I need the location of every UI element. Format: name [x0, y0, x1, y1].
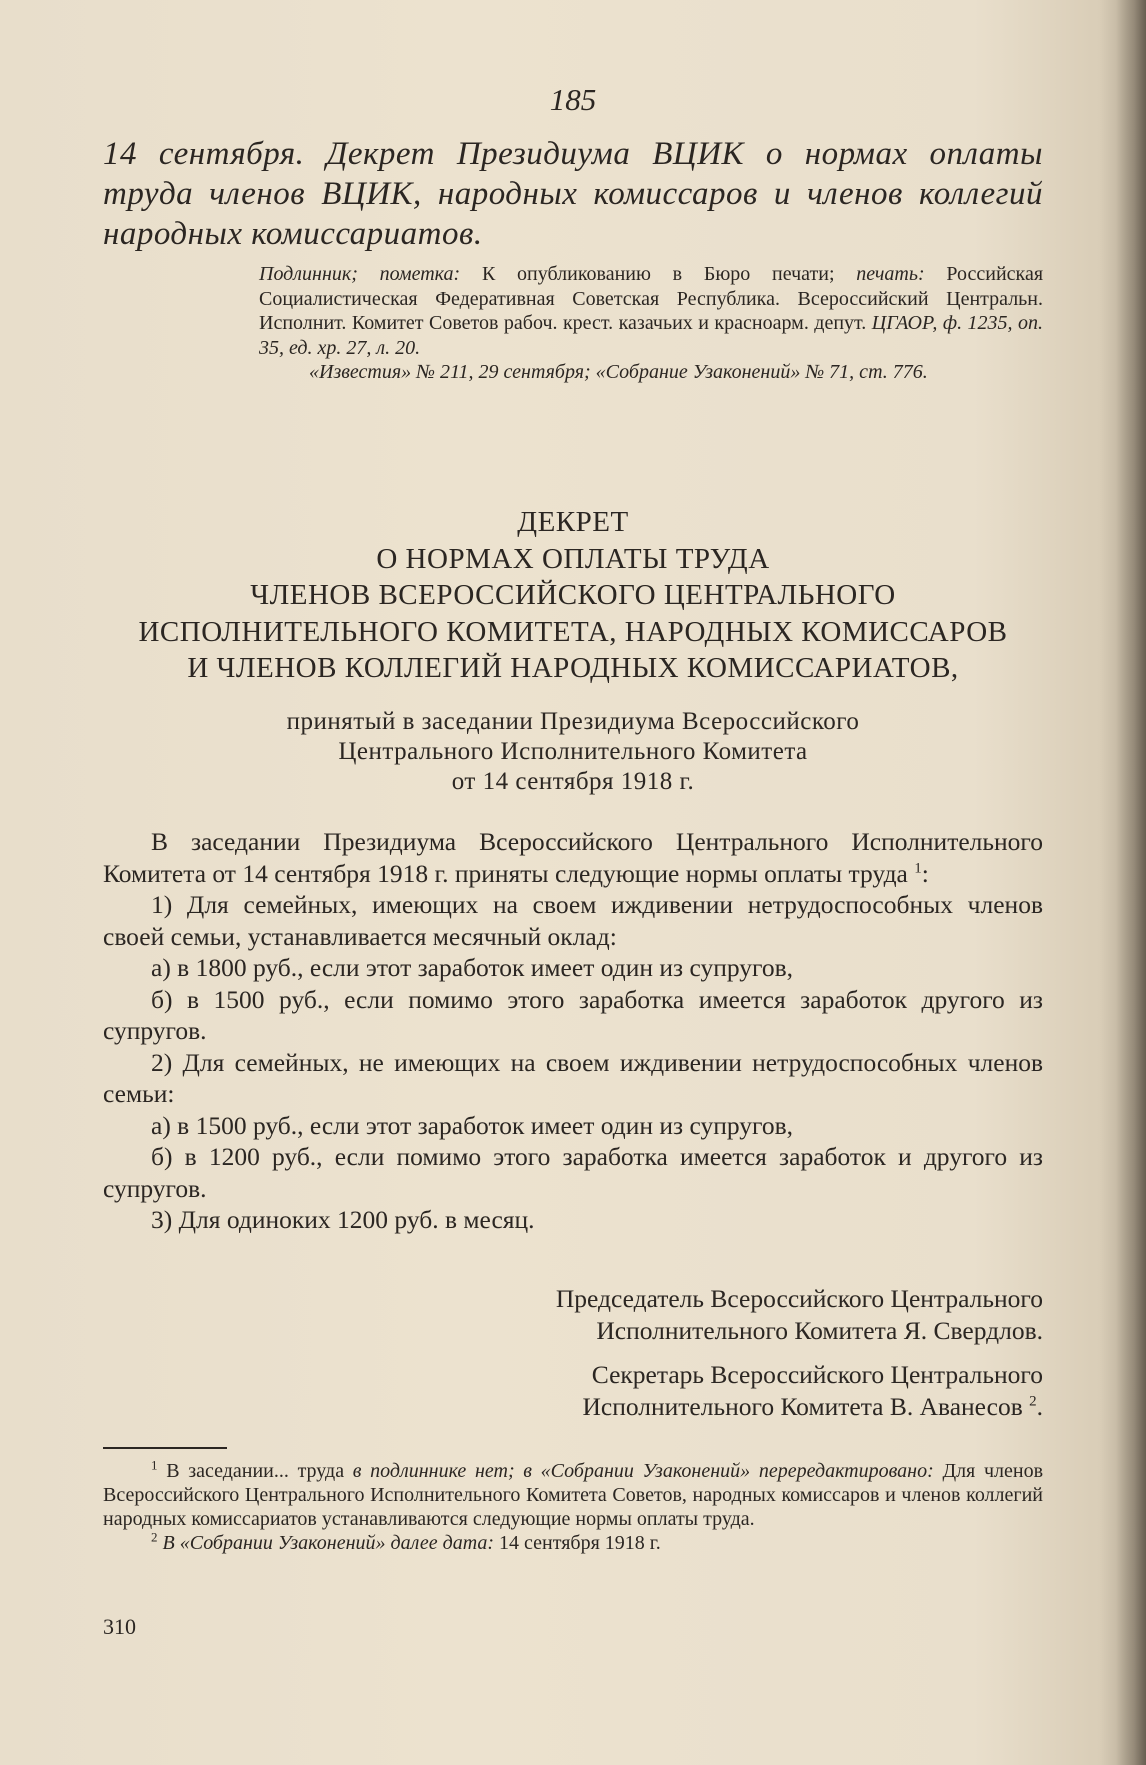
clause-2a: а) в 1500 руб., если этот заработок имеет один из супругов, [151, 1110, 793, 1140]
heading-line: И ЧЛЕНОВ КОЛЛЕГИЙ НАРОДНЫХ КОМИССАРИАТОВ, [187, 652, 959, 684]
heading-line: ДЕКРЕТ [517, 506, 629, 538]
heading-line: ЧЛЕНОВ ВСЕРОССИЙСКОГО ЦЕНТРАЛЬНОГО [250, 579, 896, 611]
decree-heading [103, 504, 1043, 687]
source-publish-note: К опубликованию в Бюро печати; [481, 263, 835, 285]
secretary-signature: Секретарь Всероссийского Центрального Исполнительного Комитета В. Аванесов $^2$. [582, 1360, 1043, 1421]
source-stamp-text: Российская Социалистическая Федеративная Советская Республика. Всероссийский Центральн. Исполнит. Комитет Советов рабоч. крест. казачьих и красноарм. депут. [259, 263, 1044, 334]
footnote-2: $^2$ В «Собрании Узаконений» далее дата: 14 сентября 1918 г. [151, 1529, 661, 1554]
adoption-line: принятый в заседании Президиума Всероссийского [286, 708, 860, 735]
clause-3: 3) Для одиноких 1200 руб. в месяц. [151, 1205, 535, 1234]
clause-2: 2) Для семейных, не имеющих на своем иждивении нетрудоспособных членов семьи: [103, 1047, 1043, 1108]
source-label-original: Подлинник; пометка: [259, 263, 461, 285]
source-note [259, 262, 1043, 385]
footnote-1: $^1$ В заседании... труда в подлиннике нет; в «Собрании Узаконений» перередактировано: Для членов Всероссийского Центрального Исполнительного Комитета Советов, народных комиссаров и членов коллегий народных комиссариатов устанавливаются следующие нормы оплаты труда. [103, 1457, 1044, 1530]
heading-line: О НОРМАХ ОПЛАТЫ ТРУДА [376, 542, 770, 575]
source-label-stamp: печать: [856, 263, 925, 285]
source-publication: «Известия» № 211, 29 сентября; «Собрание Узаконений» № 71, ст. 776. [309, 361, 928, 383]
footnote-ref: 1 [914, 860, 922, 876]
footnote-ref: 2 [1029, 1393, 1037, 1409]
page-edge-shadow [1116, 0, 1146, 1765]
chairman-signature: Председатель Всероссийского Центрального Исполнительного Комитета Я. Свердлов. [555, 1284, 1043, 1345]
adoption-line: от 14 сентября 1918 г. [451, 768, 695, 795]
footnote-divider [103, 1447, 227, 1449]
clause-1a: а) в 1800 руб., если этот заработок имеет один из супругов, [151, 953, 793, 982]
document-number: 185 [549, 82, 597, 117]
heading-line: ИСПОЛНИТЕЛЬНОГО КОМИТЕТА, НАРОДНЫХ КОМИССАРОВ [138, 615, 1008, 648]
page-number: 310 [103, 1614, 136, 1639]
adoption-note [103, 707, 1043, 797]
clause-2b: б) в 1200 руб., если помимо этого заработка имеется заработок и другого из супругов. [103, 1142, 1043, 1203]
entry-title: 14 сентября. Декрет Президиума ВЦИК о нормах оплаты труда членов ВЦИК, народных комиссаров и членов коллегий народных комиссариатов. [103, 136, 1043, 252]
clause-1b: б) в 1500 руб., если помимо этого заработка имеется заработок другого из супругов. [103, 984, 1043, 1045]
body-intro: В заседании Президиума Всероссийского Центрального Исполнительного Комитета от 14 сентября 1918 г. приняты следующие нормы оплаты труда $^1$: [103, 827, 1043, 888]
clause-1: 1) Для семейных, имеющих на своем иждивении нетрудоспособных членов своей семьи, устанавливается месячный оклад: [103, 890, 1043, 951]
source-archive-ref: ЦГАОР, ф. 1235, оп. 35, ед. хр. 27, л. 20. [259, 312, 1044, 359]
decree-body [103, 826, 1043, 1236]
adoption-line: Центрального Исполнительного Комитета [338, 738, 808, 765]
footnotes [103, 1459, 1043, 1555]
